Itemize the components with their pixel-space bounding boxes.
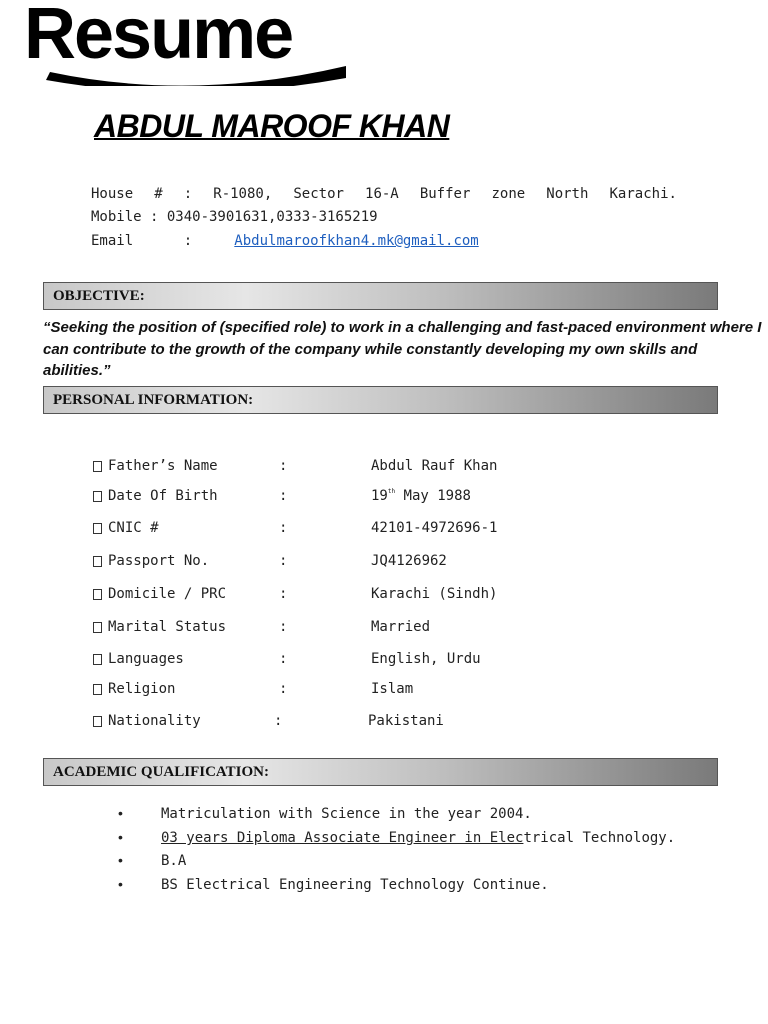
address-part: 16-A: [365, 186, 399, 202]
info-row-date-of-birth: [93, 488, 593, 508]
email-link[interactable]: Abdulmaroofkhan4.mk@gmail.com: [234, 233, 479, 249]
info-separator: :: [279, 681, 288, 697]
info-label: Date Of Birth: [108, 488, 218, 504]
address-line: [91, 186, 677, 202]
info-separator: :: [279, 586, 288, 602]
info-value: JQ4126962: [371, 553, 447, 569]
info-separator: :: [274, 713, 283, 729]
academic-text: B.A: [161, 853, 187, 869]
checkbox-icon: [93, 684, 102, 695]
info-row-domicile: [93, 586, 593, 606]
personal-info-heading: PERSONAL INFORMATION:: [53, 392, 254, 408]
address-part: Buffer: [419, 186, 471, 202]
info-label: Languages: [108, 651, 184, 667]
checkbox-icon: [93, 491, 102, 502]
academic-text-underlined: 03 years Diploma Associate Engineer in Elec: [161, 830, 524, 846]
info-separator: :: [279, 458, 288, 474]
bullet-icon: •: [118, 876, 123, 892]
info-row-cnic: [93, 520, 593, 540]
info-value: [371, 488, 471, 504]
info-label: Domicile / PRC: [108, 586, 227, 602]
logo-text: Resume: [24, 0, 293, 74]
info-value: Abdul Rauf Khan: [371, 458, 498, 474]
checkbox-icon: [93, 716, 102, 727]
info-row-nationality: [93, 713, 593, 733]
address-part: Sector: [293, 186, 344, 202]
checkbox-icon: [93, 461, 102, 472]
info-row-passport: [93, 553, 593, 573]
checkbox-icon: [93, 622, 102, 633]
checkbox-icon: [93, 654, 102, 665]
info-value: Karachi (Sindh): [371, 586, 498, 602]
academic-text: [161, 830, 675, 846]
email-line: [91, 233, 479, 249]
mobile-line: Mobile : 0340-3901631,0333-3165219: [91, 209, 378, 225]
info-value: Pakistani: [368, 713, 444, 729]
info-label: Marital Status: [108, 619, 227, 635]
bullet-icon: •: [118, 805, 123, 821]
info-separator: :: [279, 488, 288, 504]
info-value: Islam: [371, 681, 414, 697]
academic-text: BS Electrical Engineering Technology Continue.: [161, 877, 549, 893]
info-label: Passport No.: [108, 553, 210, 569]
address-part: R-1080,: [213, 186, 273, 202]
academic-text: Matriculation with Science in the year 2004.: [161, 806, 532, 822]
address-part: :: [183, 186, 193, 202]
checkbox-icon: [93, 589, 102, 600]
address-part: North: [546, 186, 589, 202]
personal-info-header: [43, 386, 718, 414]
info-label: Religion: [108, 681, 176, 697]
academic-header: [43, 758, 718, 786]
academic-text-rest: trical Technology.: [523, 830, 676, 846]
academic-heading: ACADEMIC QUALIFICATION:: [53, 764, 269, 780]
info-label: Father’s Name: [108, 458, 218, 474]
address-part: Karachi.: [609, 186, 677, 202]
info-separator: :: [279, 553, 288, 569]
info-row-marital-status: [93, 619, 593, 639]
address-part: House: [91, 186, 134, 202]
objective-heading: OBJECTIVE:: [53, 288, 145, 304]
objective-text: “Seeking the position of (specified role) to work in a challenging and fast-paced environment where I can contribute to the growth of the company while constantly developing my own skills and abilities.”: [43, 319, 762, 379]
info-label: CNIC #: [108, 520, 159, 536]
objective-header: [43, 282, 718, 310]
info-row-fathers-name: [93, 458, 593, 478]
dob-day: 19: [371, 488, 388, 504]
resume-logo: [22, 0, 348, 86]
bullet-icon: •: [118, 852, 123, 868]
info-separator: :: [279, 651, 288, 667]
info-label: Nationality: [108, 713, 201, 729]
info-value: Married: [371, 619, 431, 635]
candidate-name: ABDUL MAROOF KHAN: [94, 108, 450, 144]
dob-suffix: th: [387, 488, 396, 495]
checkbox-icon: [93, 556, 102, 567]
info-row-religion: [93, 681, 593, 701]
info-row-languages: [93, 651, 593, 671]
dob-rest: May 1988: [395, 488, 471, 504]
address-part: #: [154, 186, 163, 202]
info-value: 42101-4972696-1: [371, 520, 498, 536]
info-value: English, Urdu: [371, 651, 481, 667]
bullet-icon: •: [118, 829, 123, 845]
checkbox-icon: [93, 523, 102, 534]
email-label: Email :: [91, 233, 235, 249]
address-part: zone: [491, 186, 526, 202]
info-separator: :: [279, 520, 288, 536]
info-separator: :: [279, 619, 288, 635]
